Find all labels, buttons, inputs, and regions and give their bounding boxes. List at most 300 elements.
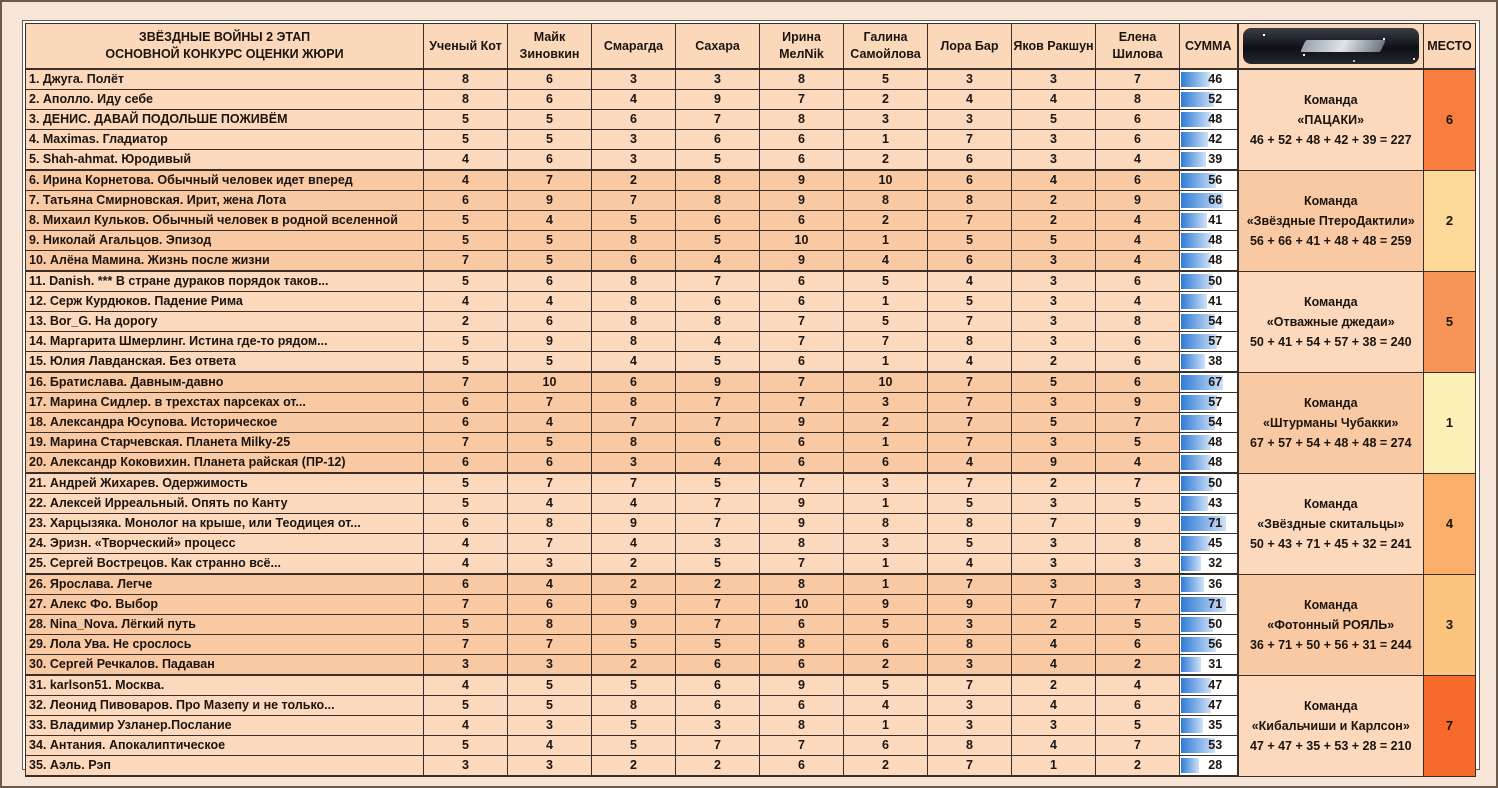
entry-name[interactable]: 3. ДЕНИС. ДАВАЙ ПОДОЛЬШЕ ПОЖИВЁМ: [26, 110, 424, 130]
score-cell[interactable]: 4: [424, 675, 508, 696]
score-cell[interactable]: 6: [1096, 696, 1180, 716]
sum-cell[interactable]: [1180, 615, 1238, 635]
score-cell[interactable]: 1: [844, 433, 928, 453]
entry-name[interactable]: 11. Danish. *** В стране дураков порядок таков...: [26, 271, 424, 292]
score-cell[interactable]: 4: [844, 696, 928, 716]
score-cell[interactable]: 9: [508, 191, 592, 211]
sum-cell[interactable]: [1180, 150, 1238, 171]
sum-cell[interactable]: [1180, 473, 1238, 494]
sum-cell[interactable]: [1180, 110, 1238, 130]
score-cell[interactable]: 2: [1012, 352, 1096, 373]
entry-name[interactable]: 2. Аполло. Иду себе: [26, 90, 424, 110]
score-cell[interactable]: 5: [424, 696, 508, 716]
team-place[interactable]: 4: [1424, 473, 1476, 574]
score-cell[interactable]: 5: [676, 635, 760, 655]
score-cell[interactable]: 8: [760, 69, 844, 90]
score-cell[interactable]: 7: [928, 675, 1012, 696]
sum-cell[interactable]: [1180, 393, 1238, 413]
score-cell[interactable]: 3: [1012, 271, 1096, 292]
entry-name[interactable]: 21. Андрей Жихарев. Одержимость: [26, 473, 424, 494]
score-cell[interactable]: 6: [424, 514, 508, 534]
score-cell[interactable]: 3: [1012, 534, 1096, 554]
score-cell[interactable]: 2: [592, 574, 676, 595]
score-cell[interactable]: 6: [760, 433, 844, 453]
score-cell[interactable]: 7: [508, 170, 592, 191]
score-cell[interactable]: 2: [1012, 675, 1096, 696]
score-cell[interactable]: 8: [592, 393, 676, 413]
score-cell[interactable]: 6: [1096, 332, 1180, 352]
score-cell[interactable]: 8: [760, 574, 844, 595]
score-cell[interactable]: 4: [424, 292, 508, 312]
team-place[interactable]: 2: [1424, 170, 1476, 271]
score-cell[interactable]: 3: [928, 696, 1012, 716]
sum-cell[interactable]: [1180, 595, 1238, 615]
score-cell[interactable]: 6: [1096, 372, 1180, 393]
entry-name[interactable]: 30. Сергей Речкалов. Падаван: [26, 655, 424, 676]
sum-cell[interactable]: [1180, 756, 1238, 777]
score-cell[interactable]: 9: [760, 413, 844, 433]
score-cell[interactable]: 4: [1012, 635, 1096, 655]
score-cell[interactable]: 7: [592, 191, 676, 211]
score-cell[interactable]: 3: [508, 655, 592, 676]
score-cell[interactable]: 7: [928, 413, 1012, 433]
score-cell[interactable]: 4: [424, 170, 508, 191]
sum-cell[interactable]: [1180, 170, 1238, 191]
score-cell[interactable]: 6: [508, 271, 592, 292]
score-cell[interactable]: 9: [760, 251, 844, 272]
sum-cell[interactable]: [1180, 453, 1238, 474]
score-cell[interactable]: 6: [508, 312, 592, 332]
score-cell[interactable]: 6: [844, 453, 928, 474]
entry-name[interactable]: 14. Маргарита Шмерлинг. Истина где-то рядом...: [26, 332, 424, 352]
sum-cell[interactable]: [1180, 655, 1238, 676]
entry-name[interactable]: 24. Эризн. «Творческий» процесс: [26, 534, 424, 554]
entry-name[interactable]: 31. karlson51. Москва.: [26, 675, 424, 696]
score-cell[interactable]: 5: [424, 110, 508, 130]
sum-cell[interactable]: [1180, 413, 1238, 433]
sum-cell[interactable]: [1180, 716, 1238, 736]
score-cell[interactable]: 7: [760, 332, 844, 352]
entry-name[interactable]: 15. Юлия Лавданская. Без ответа: [26, 352, 424, 373]
score-cell[interactable]: 7: [928, 433, 1012, 453]
score-cell[interactable]: 7: [760, 554, 844, 575]
score-cell[interactable]: 5: [424, 736, 508, 756]
score-cell[interactable]: 5: [676, 231, 760, 251]
score-cell[interactable]: 4: [928, 554, 1012, 575]
score-cell[interactable]: 8: [676, 312, 760, 332]
score-cell[interactable]: 1: [844, 130, 928, 150]
score-cell[interactable]: 5: [1012, 231, 1096, 251]
score-cell[interactable]: 7: [928, 574, 1012, 595]
score-cell[interactable]: 7: [508, 473, 592, 494]
score-cell[interactable]: 2: [676, 574, 760, 595]
entry-name[interactable]: 18. Александра Юсупова. Историческое: [26, 413, 424, 433]
score-cell[interactable]: 4: [508, 494, 592, 514]
score-cell[interactable]: 8: [676, 191, 760, 211]
sum-cell[interactable]: [1180, 191, 1238, 211]
score-cell[interactable]: 8: [760, 635, 844, 655]
score-cell[interactable]: 7: [676, 413, 760, 433]
score-cell[interactable]: 8: [760, 110, 844, 130]
score-cell[interactable]: 9: [760, 514, 844, 534]
score-cell[interactable]: 9: [592, 615, 676, 635]
score-cell[interactable]: 2: [1012, 615, 1096, 635]
score-cell[interactable]: 5: [424, 473, 508, 494]
score-cell[interactable]: 6: [592, 372, 676, 393]
score-cell[interactable]: 1: [844, 554, 928, 575]
score-cell[interactable]: 4: [1012, 655, 1096, 676]
entry-name[interactable]: 27. Алекс Фо. Выбор: [26, 595, 424, 615]
score-cell[interactable]: 3: [844, 110, 928, 130]
score-cell[interactable]: 7: [1096, 595, 1180, 615]
score-cell[interactable]: 7: [1096, 473, 1180, 494]
score-cell[interactable]: 2: [844, 90, 928, 110]
score-cell[interactable]: 6: [508, 90, 592, 110]
score-cell[interactable]: 4: [508, 211, 592, 231]
score-cell[interactable]: 6: [1096, 635, 1180, 655]
score-cell[interactable]: 6: [424, 191, 508, 211]
score-cell[interactable]: 9: [760, 675, 844, 696]
score-cell[interactable]: 6: [760, 211, 844, 231]
score-cell[interactable]: 4: [1096, 453, 1180, 474]
score-cell[interactable]: 7: [760, 736, 844, 756]
score-cell[interactable]: 3: [928, 615, 1012, 635]
score-cell[interactable]: 8: [592, 433, 676, 453]
score-cell[interactable]: 9: [1012, 453, 1096, 474]
score-cell[interactable]: 7: [424, 251, 508, 272]
score-cell[interactable]: 3: [1012, 69, 1096, 90]
score-cell[interactable]: 3: [844, 473, 928, 494]
score-cell[interactable]: 5: [508, 696, 592, 716]
score-cell[interactable]: 6: [676, 130, 760, 150]
score-cell[interactable]: 8: [508, 514, 592, 534]
entry-name[interactable]: 13. Bor_G. На дорогу: [26, 312, 424, 332]
score-cell[interactable]: 5: [928, 292, 1012, 312]
entry-name[interactable]: 33. Владимир Узланер.Послание: [26, 716, 424, 736]
score-cell[interactable]: 6: [928, 150, 1012, 171]
score-cell[interactable]: 8: [592, 231, 676, 251]
score-cell[interactable]: 6: [1096, 110, 1180, 130]
score-cell[interactable]: 6: [508, 150, 592, 171]
score-cell[interactable]: 7: [592, 473, 676, 494]
score-cell[interactable]: 5: [424, 332, 508, 352]
score-cell[interactable]: 8: [592, 332, 676, 352]
score-cell[interactable]: 3: [844, 393, 928, 413]
entry-name[interactable]: 25. Сергей Вострецов. Как странно всё...: [26, 554, 424, 575]
score-cell[interactable]: 7: [676, 615, 760, 635]
score-cell[interactable]: 4: [592, 494, 676, 514]
score-cell[interactable]: 6: [424, 413, 508, 433]
entry-name[interactable]: 7. Татьяна Смирновская. Ирит, жена Лота: [26, 191, 424, 211]
entry-name[interactable]: 23. Харцызяка. Монолог на крыше, или Теодицея от...: [26, 514, 424, 534]
score-cell[interactable]: 3: [1012, 716, 1096, 736]
score-cell[interactable]: 4: [1096, 150, 1180, 171]
score-cell[interactable]: 6: [592, 251, 676, 272]
score-cell[interactable]: 6: [760, 271, 844, 292]
entry-name[interactable]: 22. Алексей Ирреальный. Опять по Канту: [26, 494, 424, 514]
score-cell[interactable]: 9: [928, 595, 1012, 615]
score-cell[interactable]: 8: [760, 716, 844, 736]
score-cell[interactable]: 6: [1096, 170, 1180, 191]
score-cell[interactable]: 4: [928, 453, 1012, 474]
team-place[interactable]: 1: [1424, 372, 1476, 473]
score-cell[interactable]: 2: [1012, 211, 1096, 231]
score-cell[interactable]: 5: [424, 211, 508, 231]
score-cell[interactable]: 9: [508, 332, 592, 352]
score-cell[interactable]: 6: [760, 453, 844, 474]
entry-name[interactable]: 17. Марина Сидлер. в трехстах парсеках от...: [26, 393, 424, 413]
score-cell[interactable]: 5: [1096, 494, 1180, 514]
score-cell[interactable]: 3: [676, 534, 760, 554]
score-cell[interactable]: 8: [592, 696, 676, 716]
score-cell[interactable]: 2: [676, 756, 760, 777]
score-cell[interactable]: 4: [592, 90, 676, 110]
score-cell[interactable]: 10: [760, 595, 844, 615]
score-cell[interactable]: 3: [508, 716, 592, 736]
score-cell[interactable]: 5: [424, 271, 508, 292]
score-cell[interactable]: 10: [508, 372, 592, 393]
score-cell[interactable]: 6: [676, 433, 760, 453]
score-cell[interactable]: 1: [844, 716, 928, 736]
sum-cell[interactable]: [1180, 696, 1238, 716]
score-cell[interactable]: 4: [928, 90, 1012, 110]
score-cell[interactable]: 5: [676, 352, 760, 373]
sum-cell[interactable]: [1180, 312, 1238, 332]
score-cell[interactable]: 4: [1012, 736, 1096, 756]
score-cell[interactable]: 6: [844, 736, 928, 756]
sum-cell[interactable]: [1180, 574, 1238, 595]
score-cell[interactable]: 1: [1012, 756, 1096, 777]
score-cell[interactable]: 7: [760, 473, 844, 494]
score-cell[interactable]: 5: [592, 211, 676, 231]
score-cell[interactable]: 4: [1012, 90, 1096, 110]
score-cell[interactable]: 3: [928, 69, 1012, 90]
score-cell[interactable]: 4: [1096, 292, 1180, 312]
score-cell[interactable]: 4: [424, 534, 508, 554]
sum-cell[interactable]: [1180, 271, 1238, 292]
score-cell[interactable]: 3: [1012, 312, 1096, 332]
sum-cell[interactable]: [1180, 433, 1238, 453]
score-cell[interactable]: 3: [1012, 433, 1096, 453]
score-cell[interactable]: 5: [592, 716, 676, 736]
score-cell[interactable]: 2: [1096, 756, 1180, 777]
score-cell[interactable]: 5: [844, 312, 928, 332]
score-cell[interactable]: 6: [1096, 271, 1180, 292]
score-cell[interactable]: 5: [928, 231, 1012, 251]
score-cell[interactable]: 7: [760, 372, 844, 393]
score-cell[interactable]: 7: [928, 211, 1012, 231]
score-cell[interactable]: 3: [592, 69, 676, 90]
sum-cell[interactable]: [1180, 554, 1238, 575]
score-cell[interactable]: 3: [1012, 292, 1096, 312]
score-cell[interactable]: 7: [760, 90, 844, 110]
score-cell[interactable]: 8: [760, 534, 844, 554]
score-cell[interactable]: 8: [844, 191, 928, 211]
score-cell[interactable]: 3: [1012, 251, 1096, 272]
score-cell[interactable]: 6: [508, 453, 592, 474]
score-cell[interactable]: 1: [844, 574, 928, 595]
score-cell[interactable]: 1: [844, 292, 928, 312]
sum-cell[interactable]: [1180, 251, 1238, 272]
score-cell[interactable]: 8: [508, 615, 592, 635]
score-cell[interactable]: 9: [592, 595, 676, 615]
score-cell[interactable]: 4: [1012, 696, 1096, 716]
score-cell[interactable]: 7: [760, 312, 844, 332]
score-cell[interactable]: 7: [1096, 413, 1180, 433]
score-cell[interactable]: 7: [928, 372, 1012, 393]
score-cell[interactable]: 7: [676, 393, 760, 413]
score-cell[interactable]: 8: [676, 170, 760, 191]
score-cell[interactable]: 9: [676, 372, 760, 393]
score-cell[interactable]: 2: [592, 554, 676, 575]
score-cell[interactable]: 5: [508, 433, 592, 453]
score-cell[interactable]: 10: [844, 372, 928, 393]
score-cell[interactable]: 6: [760, 292, 844, 312]
score-cell[interactable]: 2: [844, 756, 928, 777]
score-cell[interactable]: 9: [676, 90, 760, 110]
score-cell[interactable]: 3: [592, 453, 676, 474]
score-cell[interactable]: 7: [928, 473, 1012, 494]
score-cell[interactable]: 3: [508, 554, 592, 575]
sum-cell[interactable]: [1180, 231, 1238, 251]
sum-cell[interactable]: [1180, 372, 1238, 393]
entry-name[interactable]: 8. Михаил Кульков. Обычный человек в родной вселенной: [26, 211, 424, 231]
score-cell[interactable]: 7: [424, 635, 508, 655]
score-cell[interactable]: 5: [928, 534, 1012, 554]
score-cell[interactable]: 5: [508, 251, 592, 272]
score-cell[interactable]: 1: [844, 352, 928, 373]
sum-cell[interactable]: [1180, 494, 1238, 514]
score-cell[interactable]: 6: [508, 595, 592, 615]
score-cell[interactable]: 4: [424, 150, 508, 171]
score-cell[interactable]: 5: [508, 675, 592, 696]
score-cell[interactable]: 7: [592, 413, 676, 433]
score-cell[interactable]: 7: [844, 332, 928, 352]
score-cell[interactable]: 6: [676, 675, 760, 696]
entry-name[interactable]: 4. Maximas. Гладиатор: [26, 130, 424, 150]
score-cell[interactable]: 6: [760, 655, 844, 676]
score-cell[interactable]: 9: [1096, 514, 1180, 534]
score-cell[interactable]: 7: [508, 534, 592, 554]
score-cell[interactable]: 2: [592, 655, 676, 676]
score-cell[interactable]: 8: [424, 69, 508, 90]
entry-name[interactable]: 10. Алёна Мамина. Жизнь после жизни: [26, 251, 424, 272]
score-cell[interactable]: 3: [1012, 554, 1096, 575]
score-cell[interactable]: 7: [676, 736, 760, 756]
score-cell[interactable]: 5: [592, 675, 676, 696]
entry-name[interactable]: 26. Ярослава. Легче: [26, 574, 424, 595]
score-cell[interactable]: 5: [844, 69, 928, 90]
score-cell[interactable]: 3: [1012, 494, 1096, 514]
score-cell[interactable]: 7: [676, 514, 760, 534]
entry-name[interactable]: 32. Леонид Пивоваров. Про Мазепу и не только...: [26, 696, 424, 716]
score-cell[interactable]: 3: [1012, 332, 1096, 352]
score-cell[interactable]: 5: [508, 110, 592, 130]
score-cell[interactable]: 9: [760, 170, 844, 191]
score-cell[interactable]: 3: [1012, 150, 1096, 171]
score-cell[interactable]: 2: [844, 211, 928, 231]
score-cell[interactable]: 4: [928, 271, 1012, 292]
score-cell[interactable]: 5: [424, 130, 508, 150]
entry-name[interactable]: 12. Серж Курдюков. Падение Рима: [26, 292, 424, 312]
score-cell[interactable]: 3: [1096, 574, 1180, 595]
score-cell[interactable]: 2: [424, 312, 508, 332]
score-cell[interactable]: 6: [676, 655, 760, 676]
score-cell[interactable]: 3: [424, 655, 508, 676]
sum-cell[interactable]: [1180, 292, 1238, 312]
score-cell[interactable]: 2: [592, 756, 676, 777]
score-cell[interactable]: 9: [760, 494, 844, 514]
score-cell[interactable]: 7: [424, 372, 508, 393]
score-cell[interactable]: 8: [1096, 90, 1180, 110]
sum-cell[interactable]: [1180, 130, 1238, 150]
score-cell[interactable]: 9: [592, 514, 676, 534]
score-cell[interactable]: 6: [760, 696, 844, 716]
score-cell[interactable]: 9: [1096, 393, 1180, 413]
score-cell[interactable]: 4: [592, 352, 676, 373]
score-cell[interactable]: 6: [760, 150, 844, 171]
score-cell[interactable]: 4: [424, 716, 508, 736]
score-cell[interactable]: 4: [508, 574, 592, 595]
score-cell[interactable]: 6: [1096, 352, 1180, 373]
score-cell[interactable]: 3: [1012, 574, 1096, 595]
score-cell[interactable]: 7: [508, 393, 592, 413]
score-cell[interactable]: 7: [928, 393, 1012, 413]
score-cell[interactable]: 4: [592, 534, 676, 554]
score-cell[interactable]: 4: [928, 352, 1012, 373]
score-cell[interactable]: 4: [844, 251, 928, 272]
score-cell[interactable]: 8: [1096, 534, 1180, 554]
score-cell[interactable]: 5: [676, 554, 760, 575]
score-cell[interactable]: 8: [928, 191, 1012, 211]
score-cell[interactable]: 3: [1012, 130, 1096, 150]
score-cell[interactable]: 8: [424, 90, 508, 110]
score-cell[interactable]: 5: [592, 736, 676, 756]
sum-cell[interactable]: [1180, 352, 1238, 373]
score-cell[interactable]: 5: [424, 352, 508, 373]
entry-name[interactable]: 34. Антания. Апокалиптическое: [26, 736, 424, 756]
score-cell[interactable]: 7: [424, 433, 508, 453]
entry-name[interactable]: 16. Братислава. Давным-давно: [26, 372, 424, 393]
score-cell[interactable]: 6: [424, 393, 508, 413]
score-cell[interactable]: 3: [424, 756, 508, 777]
score-cell[interactable]: 5: [424, 615, 508, 635]
score-cell[interactable]: 3: [508, 756, 592, 777]
entry-name[interactable]: 19. Марина Старчевская. Планета Milky-25: [26, 433, 424, 453]
score-cell[interactable]: 7: [928, 130, 1012, 150]
score-cell[interactable]: 1: [844, 494, 928, 514]
score-cell[interactable]: 3: [928, 716, 1012, 736]
entry-name[interactable]: 5. Shah-ahmat. Юродивый: [26, 150, 424, 171]
score-cell[interactable]: 4: [424, 554, 508, 575]
score-cell[interactable]: 5: [1012, 372, 1096, 393]
score-cell[interactable]: 5: [1012, 413, 1096, 433]
score-cell[interactable]: 6: [508, 69, 592, 90]
score-cell[interactable]: 6: [760, 615, 844, 635]
score-cell[interactable]: 7: [1096, 69, 1180, 90]
score-cell[interactable]: 4: [508, 413, 592, 433]
score-cell[interactable]: 7: [1096, 736, 1180, 756]
score-cell[interactable]: 5: [508, 352, 592, 373]
score-cell[interactable]: 6: [676, 292, 760, 312]
score-cell[interactable]: 4: [508, 736, 592, 756]
score-cell[interactable]: 3: [676, 716, 760, 736]
score-cell[interactable]: 6: [760, 756, 844, 777]
score-cell[interactable]: 8: [592, 292, 676, 312]
score-cell[interactable]: 6: [676, 696, 760, 716]
score-cell[interactable]: 5: [508, 130, 592, 150]
score-cell[interactable]: 6: [676, 211, 760, 231]
